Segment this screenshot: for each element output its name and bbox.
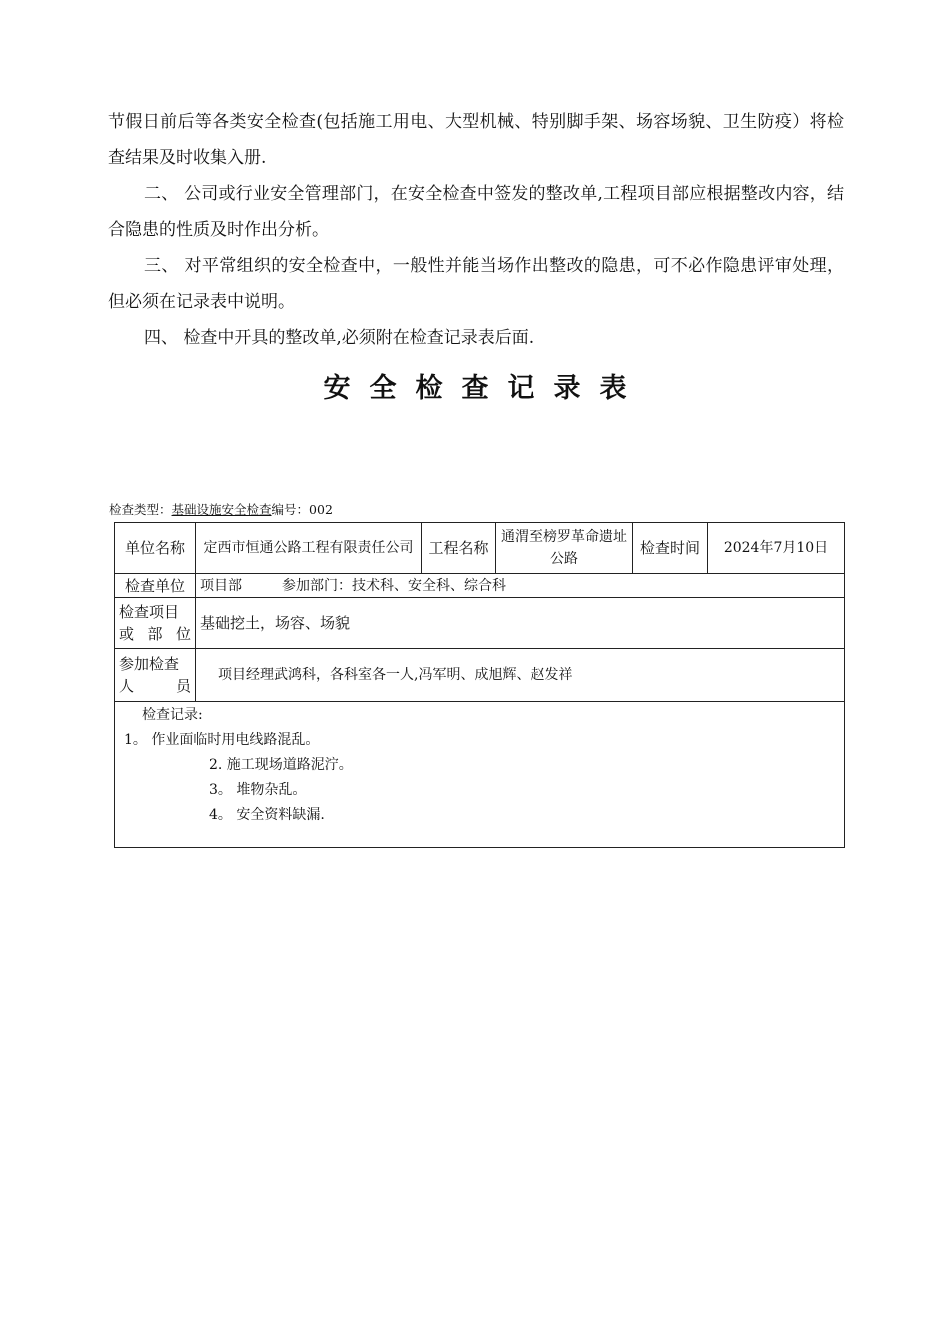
participants-label-line1: 参加检查 — [119, 655, 180, 673]
record-item-3: 3。 堆物杂乱。 — [209, 782, 307, 798]
departments-value: 技术科、安全科、综合科 — [352, 577, 506, 594]
inspection-record-table — [114, 522, 845, 848]
paragraph-item-3: 三、 对平常组织的安全检查中，一般性并能当场作出整改的隐患，可不必作隐患评审处理，但必须在记录表中说明。 — [108, 256, 844, 312]
paragraph-continuation: 节假日前后等各类安全检查(包括施工用电、大型机械、特别脚手架、场容场貌、卫生防疫）将检查结果及时收集入册. — [108, 112, 844, 168]
number-label: 编号： — [271, 502, 310, 517]
check-unit-value: 项目部 — [200, 577, 242, 594]
record-cell — [115, 702, 845, 848]
table-row — [115, 598, 845, 649]
table-row — [115, 702, 845, 848]
check-time-label: 检查时间 — [633, 523, 708, 574]
check-unit-cell — [196, 574, 845, 598]
table-row — [115, 649, 845, 702]
participants-label — [115, 649, 196, 702]
inspection-meta — [109, 500, 333, 518]
unit-name-label: 单位名称 — [115, 523, 196, 574]
number-value: 002 — [309, 502, 333, 517]
paragraph-item-4: 四、 检查中开具的整改单,必须附在检查记录表后面. — [144, 328, 535, 348]
record-item-4: 4。 安全资料缺漏. — [209, 807, 325, 823]
type-value: 基础设施安全检查 — [171, 502, 272, 517]
record-label: 检查记录: — [142, 707, 203, 723]
check-item-label — [115, 598, 196, 649]
check-item-label-line2: 或 部 位 — [119, 625, 191, 643]
participants-value: 项目经理武鸿科，各科室各一人,冯军明、成旭辉、赵发祥 — [196, 649, 845, 702]
participants-label-line2: 人 员 — [119, 677, 191, 695]
check-unit-label: 检查单位 — [115, 574, 196, 598]
record-list — [119, 702, 840, 847]
check-item-value: 基础挖土，场容、场貌 — [196, 598, 845, 649]
check-time-value: 2024年7月10日 — [708, 523, 845, 574]
departments-label: 参加部门： — [282, 577, 352, 594]
table-row — [115, 523, 845, 574]
record-item-1: 1。 作业面临时用电线路混乱。 — [124, 732, 320, 748]
paragraph-item-2: 二、 公司或行业安全管理部门，在安全检查中签发的整改单,工程项目部应根据整改内容，结合隐患的性质及时作出分析。 — [108, 184, 844, 240]
record-item-2: 2. 施工现场道路泥泞。 — [209, 757, 353, 773]
unit-name-value: 定西市恒通公路工程有限责任公司 — [196, 523, 422, 574]
type-label: 检查类型： — [109, 502, 172, 517]
page-title: 安全检查记录表 — [323, 373, 646, 404]
project-name-label: 工程名称 — [422, 523, 496, 574]
project-name-value: 通渭至榜罗革命遗址公路 — [496, 523, 633, 574]
table-row — [115, 574, 845, 598]
check-item-label-line1: 检查项目 — [119, 603, 180, 621]
